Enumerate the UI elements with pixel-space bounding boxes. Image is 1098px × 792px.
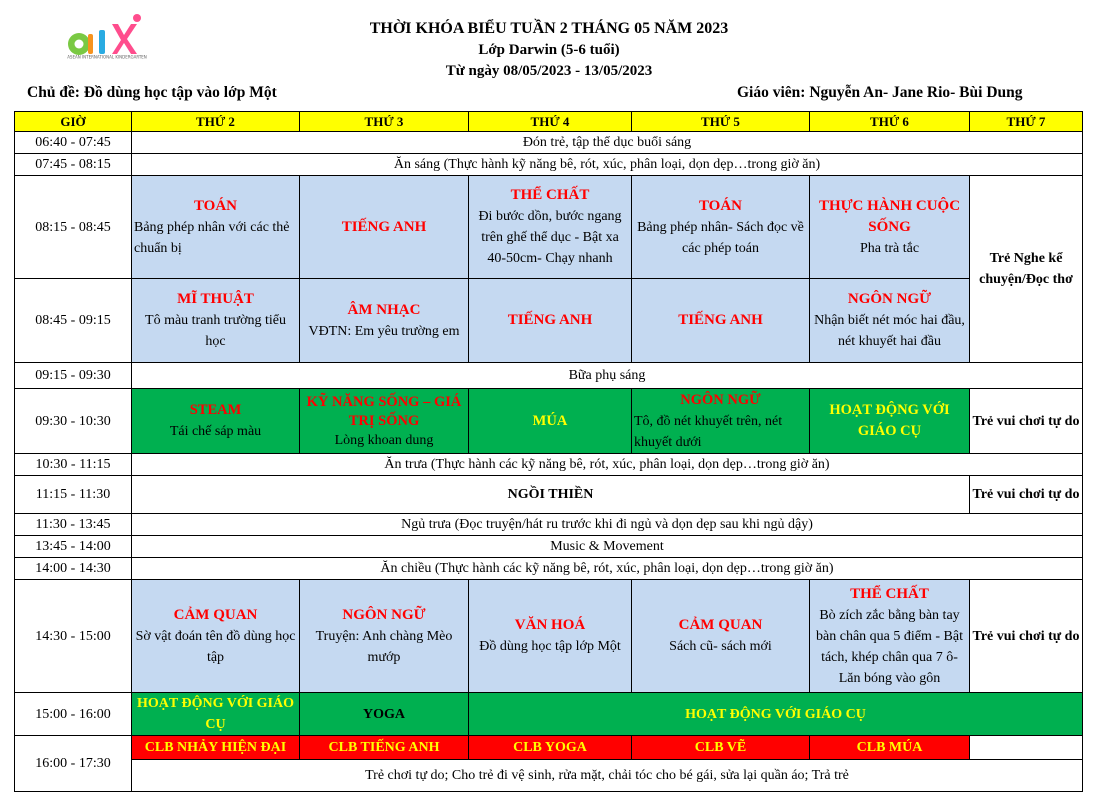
lesson-cell <box>632 279 810 363</box>
lesson-desc: Đồ dùng học tập lớp Một <box>479 639 621 654</box>
lesson-cell <box>469 580 632 693</box>
table-row <box>15 536 1083 558</box>
routine-meditation: NGỒI THIỀN <box>132 476 970 514</box>
saturday-play: Trẻ vui chơi tự do <box>970 580 1083 693</box>
col-wed: THỨ 4 <box>469 112 632 132</box>
lesson-cell <box>132 580 300 693</box>
teachers: Giáo viên: Nguyễn An- Jane Rio- Bùi Dung <box>737 84 1023 101</box>
lesson-desc: Tô màu tranh trường tiểu học <box>145 313 286 349</box>
lesson-cell <box>132 176 300 279</box>
routine-nap: Ngủ trưa (Đọc truyện/hát ru trước khi đi ngủ và dọn dẹp sau khi ngủ dậy) <box>132 514 1083 536</box>
date-range: Từ ngày 08/05/2023 - 13/05/2023 <box>445 63 653 79</box>
lesson-desc: Bảng phép nhân với các thẻ chuẩn bị <box>134 219 290 256</box>
table-row <box>15 736 1083 760</box>
activity-cell-yoga: YOGA <box>300 693 469 736</box>
table-row <box>15 476 1083 514</box>
lesson-cell <box>632 176 810 279</box>
time-cell: 14:00 - 14:30 <box>15 558 132 580</box>
club-cell: CLB MÚA <box>810 736 970 760</box>
activity-cell <box>469 389 632 454</box>
schedule-title: THỜI KHÓA BIỂU TUẦN 2 THÁNG 05 NĂM 2023 <box>369 20 729 37</box>
lesson-cell <box>810 279 970 363</box>
time-cell: 13:45 - 14:00 <box>15 536 132 558</box>
lesson-title: THỂ CHẤT <box>850 585 929 602</box>
empty-cell <box>970 736 1083 760</box>
activity-desc: Tô, đồ nét khuyết trên, nét khuyết dưới <box>634 413 783 450</box>
time-cell: 09:30 - 10:30 <box>15 389 132 454</box>
activity-title: MÚA <box>532 412 568 429</box>
lesson-title: MĨ THUẬT <box>177 291 254 307</box>
table-row <box>15 693 1083 736</box>
saturday-play: Trẻ vui chơi tự do <box>970 476 1083 514</box>
activity-cell <box>632 389 810 454</box>
table-row <box>15 514 1083 536</box>
lesson-desc: Nhận biết nét móc hai đầu, nét khuyết hai đầu <box>814 313 965 349</box>
lesson-cell <box>469 279 632 363</box>
lesson-cell <box>300 176 469 279</box>
time-cell: 16:00 - 17:30 <box>15 736 132 792</box>
lesson-title: TIẾNG ANH <box>678 312 763 328</box>
table-row <box>15 454 1083 476</box>
club-cell: CLB VẼ <box>632 736 810 760</box>
lesson-title: CẢM QUAN <box>678 617 763 633</box>
lesson-desc: VĐTN: Em yêu trường em <box>308 323 460 339</box>
activity-title: NGÔN NGỮ <box>680 391 761 408</box>
activity-cell <box>300 389 469 454</box>
time-cell: 10:30 - 11:15 <box>15 454 132 476</box>
time-cell: 08:45 - 09:15 <box>15 279 132 363</box>
routine-music: Music & Movement <box>132 536 1083 558</box>
lesson-cell <box>632 580 810 693</box>
time-cell: 07:45 - 08:15 <box>15 154 132 176</box>
lesson-title: ÂM NHẠC <box>347 301 421 318</box>
lesson-cell <box>300 580 469 693</box>
col-fri: THỨ 6 <box>810 112 970 132</box>
lesson-title: TIẾNG ANH <box>507 312 593 328</box>
table-row <box>15 760 1083 792</box>
table-row <box>15 154 1083 176</box>
activity-title: KỸ NĂNG SỐNG – GIÁ TRỊ SỐNG <box>306 393 462 429</box>
lesson-desc: Bò zích zắc bằng bàn tay bàn chân qua 5 điểm - Bật tách, khép chân qua 7 ô- Lăn bóng vào gôn <box>816 607 963 686</box>
table-row <box>15 363 1083 389</box>
col-time: GIỜ <box>15 112 132 132</box>
lesson-title: THỂ CHẤT <box>510 187 590 203</box>
topic: Chủ đề: Đồ dùng học tập vào lớp Một <box>27 84 277 101</box>
routine-afternoon-meal: Ăn chiều (Thực hành các kỹ năng bê, rót, xúc, phân loại, dọn dẹp…trong giờ ăn) <box>132 558 1083 580</box>
col-tue: THỨ 3 <box>300 112 469 132</box>
time-cell: 15:00 - 16:00 <box>15 693 132 736</box>
class-name: Lớp Darwin (5-6 tuổi) <box>478 42 620 58</box>
time-cell: 14:30 - 15:00 <box>15 580 132 693</box>
lesson-desc: Sờ vật đoán tên đồ dùng học tập <box>135 628 296 665</box>
table-row <box>15 580 1083 693</box>
routine-arrival: Đón trẻ, tập thể dục buổi sáng <box>132 132 1083 154</box>
lesson-cell <box>132 279 300 363</box>
lesson-cell <box>300 279 469 363</box>
lesson-title: TOÁN <box>193 197 238 214</box>
saturday-play: Trẻ vui chơi tự do <box>970 389 1083 454</box>
time-cell: 06:40 - 07:45 <box>15 132 132 154</box>
header-row <box>15 112 1083 132</box>
club-cell: CLB YOGA <box>469 736 632 760</box>
lesson-desc: Sách cũ- sách mới <box>669 639 772 654</box>
club-cell: CLB NHẢY HIỆN ĐẠI <box>132 736 300 760</box>
timetable <box>14 111 1083 792</box>
time-cell: 08:15 - 08:45 <box>15 176 132 279</box>
col-sat: THỨ 7 <box>970 112 1083 132</box>
activity-cell-rest: HOẠT ĐỘNG VỚI GIÁO CỤ <box>469 693 1083 736</box>
club-cell: CLB TIẾNG ANH <box>300 736 469 760</box>
activity-cell <box>132 389 300 454</box>
table-row <box>15 389 1083 454</box>
activity-desc: Tái chế sáp màu <box>169 424 262 439</box>
activity-title: HOẠT ĐỘNG VỚI GIÁO CỤ <box>829 402 950 439</box>
lesson-title: NGÔN NGỮ <box>342 606 426 623</box>
lesson-desc: Pha trà tắc <box>859 240 920 256</box>
lesson-title: TIẾNG ANH <box>341 218 427 235</box>
saturday-morning: Trẻ Nghe kể chuyện/Đọc thơ <box>970 176 1083 363</box>
routine-lunch: Ăn trưa (Thực hành các kỹ năng bê, rót, xúc, phân loại, dọn dẹp…trong giờ ăn) <box>132 454 1083 476</box>
logo-tagline: ASEAN INTERNATIONAL KINDERGARTEN <box>67 54 147 60</box>
time-cell: 11:30 - 13:45 <box>15 514 132 536</box>
col-thu: THỨ 5 <box>632 112 810 132</box>
col-mon: THỨ 2 <box>132 112 300 132</box>
lesson-desc: Truyện: Anh chàng Mèo mướp <box>315 628 453 665</box>
routine-snack: Bữa phụ sáng <box>132 363 1083 389</box>
routine-free-play: Trẻ chơi tự do; Cho trẻ đi vệ sinh, rửa mặt, chải tóc cho bé gái, sửa lại quần áo; Trả trẻ <box>132 760 1083 792</box>
activity-cell <box>810 389 970 454</box>
table-row <box>15 176 1083 279</box>
time-cell: 11:15 - 11:30 <box>15 476 132 514</box>
lesson-title: TOÁN <box>698 197 743 214</box>
table-row <box>15 558 1083 580</box>
lesson-desc: Đi bước dồn, bước ngang trên ghế thể dục - Bật xa 40-50cm- Chạy nhanh <box>478 209 622 266</box>
lesson-title: VĂN HOÁ <box>514 617 586 633</box>
activity-cell: HOẠT ĐỘNG VỚI GIÁO CỤ <box>132 693 300 736</box>
lesson-cell <box>469 176 632 279</box>
lesson-cell <box>810 176 970 279</box>
lesson-desc: Bảng phép nhân- Sách đọc về các phép toán <box>637 219 804 256</box>
activity-desc: Lòng khoan dung <box>334 432 434 448</box>
lesson-title: CẢM QUAN <box>173 606 258 623</box>
routine-breakfast: Ăn sáng (Thực hành kỹ năng bê, rót, xúc, phân loại, dọn dẹp…trong giờ ăn) <box>132 154 1083 176</box>
table-row <box>15 132 1083 154</box>
time-cell: 09:15 - 09:30 <box>15 363 132 389</box>
lesson-title: THỰC HÀNH CUỘC SỐNG <box>818 197 961 235</box>
lesson-cell <box>810 580 970 693</box>
table-row <box>15 279 1083 363</box>
activity-title: STEAM <box>189 402 242 418</box>
lesson-title: NGÔN NGỮ <box>847 291 932 307</box>
